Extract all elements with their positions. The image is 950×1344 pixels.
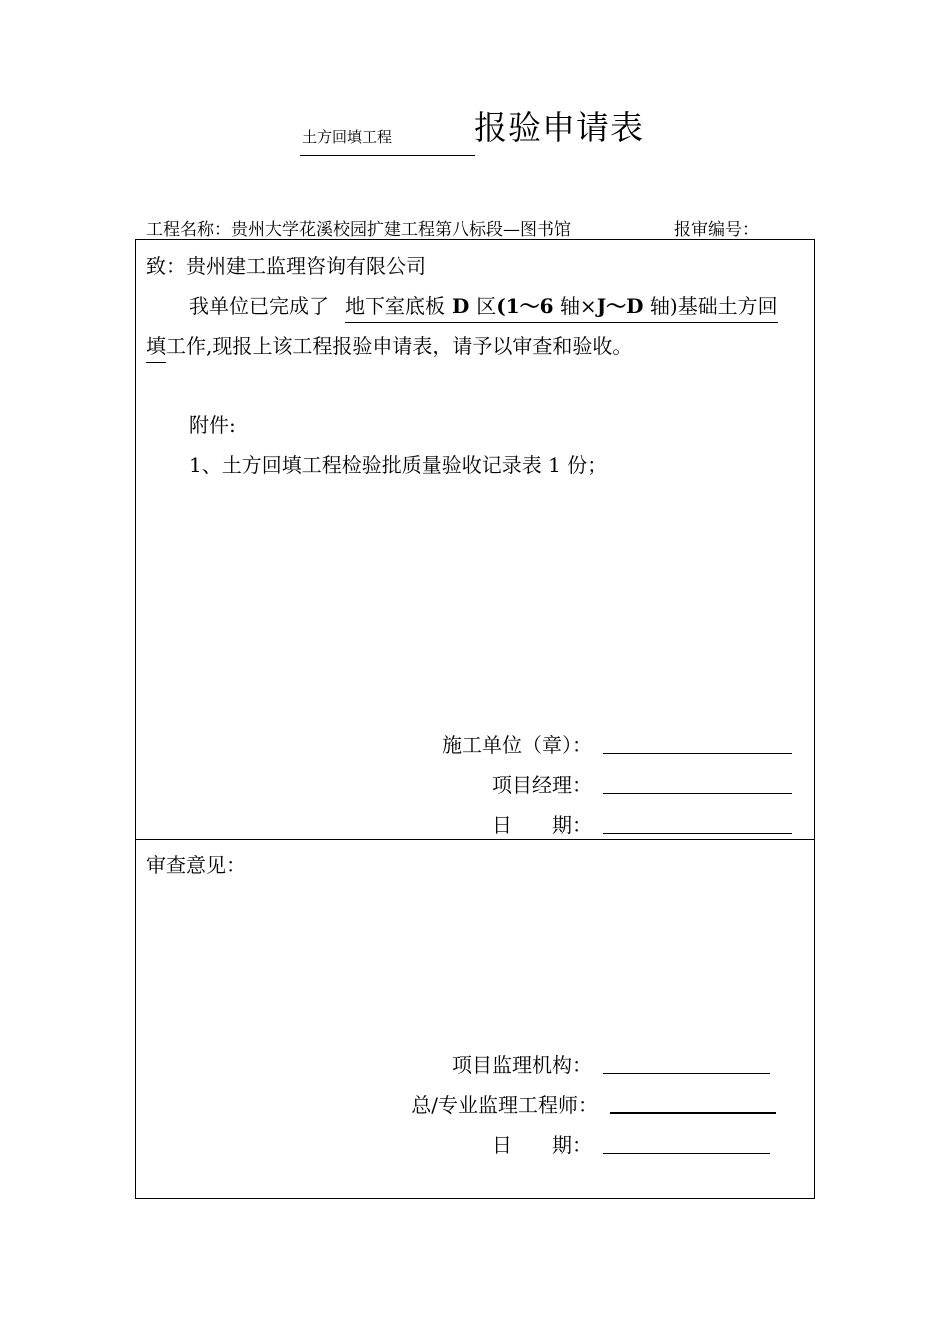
supervision-org-label: 项目监理机构： — [452, 1053, 592, 1077]
attachment-label: 附件: — [189, 413, 236, 437]
addressee: 致：贵州建工监理咨询有限公司 — [146, 254, 426, 278]
axis-range-2: J～D — [596, 294, 644, 318]
attachment-item: 1、土方回填工程检验批质量验收记录表 1 份； — [189, 453, 608, 477]
review-opinion-label: 审查意见： — [146, 853, 246, 877]
project-manager-field[interactable] — [603, 793, 792, 794]
review-date-label: 日 期： — [492, 1133, 592, 1157]
paragraph-prefix: 我单位已完成了 — [189, 294, 329, 318]
axis-word-1: 轴× — [559, 294, 597, 318]
project-type-underline — [300, 155, 475, 156]
project-name-label: 工程名称：贵州大学花溪校园扩建工程第八标段—图书馆 — [146, 220, 571, 240]
paragraph-suffix: 工作,现报上该工程报验申请表，请予以审查和验收。 — [166, 334, 633, 358]
axis-range-1: (1～6 — [496, 294, 554, 318]
review-number-label: 报审编号： — [674, 220, 759, 240]
page-title: 报验申请表 — [474, 108, 644, 147]
contractor-seal-field[interactable] — [603, 753, 792, 754]
application-date-label: 日 期： — [492, 813, 592, 837]
table-divider — [135, 839, 815, 840]
work-location-text: 地下室底板 — [345, 294, 445, 318]
application-date-field[interactable] — [603, 833, 792, 834]
supervision-org-field[interactable] — [603, 1073, 770, 1074]
chief-engineer-label: 总/专业监理工程师： — [411, 1093, 598, 1117]
axis-word-2: 轴) — [649, 294, 678, 318]
project-type: 土方回填工程 — [302, 128, 393, 146]
chief-engineer-field[interactable] — [610, 1112, 776, 1114]
review-date-field[interactable] — [603, 1153, 770, 1154]
zone-letter: D — [451, 294, 470, 318]
zone-word: 区 — [476, 294, 497, 318]
paragraph-work-description — [345, 290, 778, 323]
work-type-text-cont: 填 — [146, 330, 166, 363]
contractor-seal-label: 施工单位（章）： — [442, 733, 592, 757]
work-type-text: 基础土方回 — [677, 294, 778, 318]
project-manager-label: 项目经理： — [492, 773, 592, 797]
